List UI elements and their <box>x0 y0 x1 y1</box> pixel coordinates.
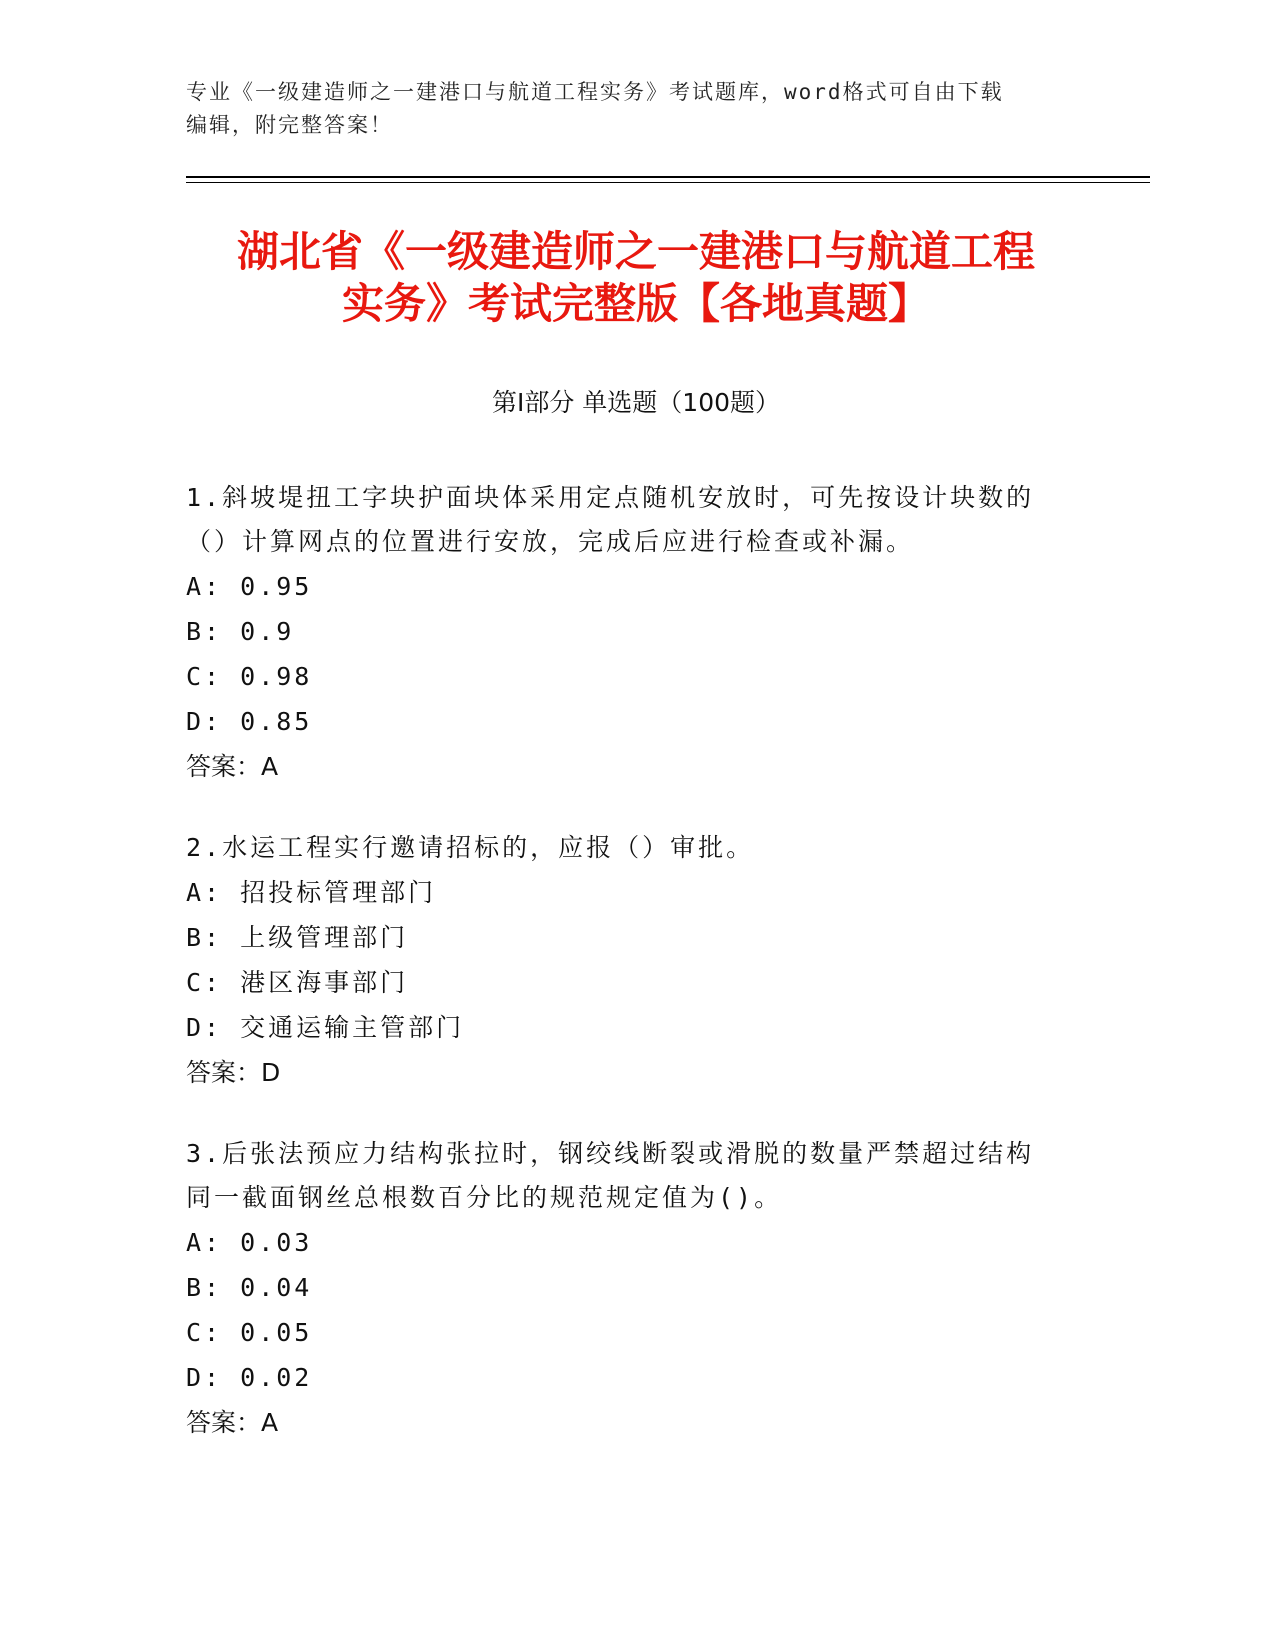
question-stem-line-1: 2.水运工程实行邀请招标的，应报（）审批。 <box>186 833 755 862</box>
document-title-line-1: 湖北省《一级建造师之一建港口与航道工程 <box>236 227 1035 276</box>
option-b: B: 上级管理部门 <box>186 923 409 952</box>
header-note-line-2: 编辑，附完整答案！ <box>186 113 393 137</box>
option-a: A: 0.03 <box>186 1228 313 1257</box>
option-c: C: 港区海事部门 <box>186 968 409 997</box>
header-note-line-1: 专业《一级建造师之一建港口与航道工程实务》考试题库，word格式可自由下载 <box>186 80 1004 104</box>
question-stem-line-1: 1.斜坡堤扭工字块护面块体采用定点随机安放时，可先按设计块数的 <box>186 483 1035 512</box>
option-d: D: 0.02 <box>186 1363 313 1392</box>
question-stem-line-2: （）计算网点的位置进行安放，完成后应进行检查或补漏。 <box>186 527 915 556</box>
option-d: D: 0.85 <box>186 707 313 736</box>
header-rule-thick <box>186 176 1150 178</box>
question-3 <box>186 1132 1086 1445</box>
question-2 <box>186 826 1086 1095</box>
header-rule-thin <box>186 182 1150 183</box>
question-stem-line-2: 同一截面钢丝总根数百分比的规范规定值为()。 <box>186 1183 783 1212</box>
question-1 <box>186 476 1086 789</box>
document-title <box>186 226 1086 330</box>
option-c: C: 0.05 <box>186 1318 313 1347</box>
answer-text: 答案：A <box>186 1408 279 1437</box>
question-stem-line-1: 3.后张法预应力结构张拉时，钢绞线断裂或滑脱的数量严禁超过结构 <box>186 1139 1035 1168</box>
answer-text: 答案：D <box>186 1058 281 1087</box>
answer-text: 答案：A <box>186 752 279 781</box>
section-heading: 第Ⅰ部分 单选题（100题） <box>491 388 781 417</box>
document-title-line-2: 实务》考试完整版【各地真题】 <box>341 279 930 328</box>
option-a: A: 招投标管理部门 <box>186 878 437 907</box>
option-d: D: 交通运输主管部门 <box>186 1013 465 1042</box>
option-a: A: 0.95 <box>186 572 313 601</box>
question-list <box>186 476 1086 1482</box>
option-b: B: 0.04 <box>186 1273 313 1302</box>
header-note <box>186 76 1086 142</box>
option-b: B: 0.9 <box>186 617 295 646</box>
option-c: C: 0.98 <box>186 662 313 691</box>
